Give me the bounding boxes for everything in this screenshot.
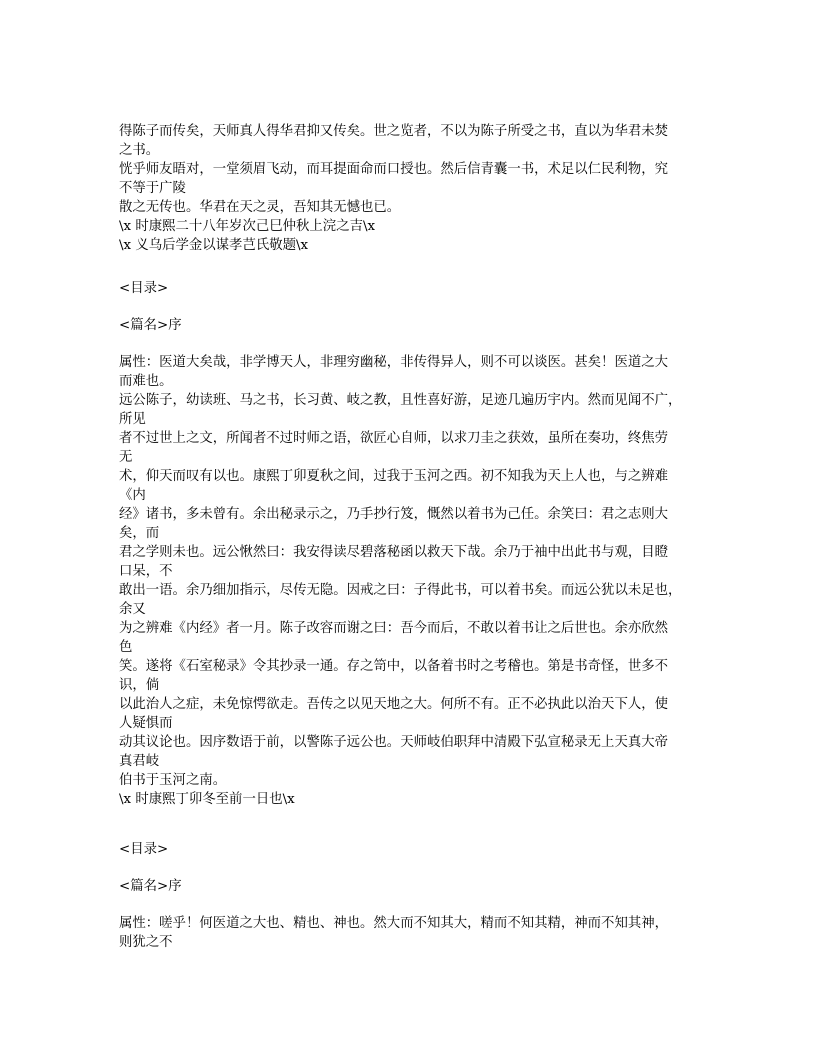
- text-line: 属性：医道大矣哉，非学博天人，非理穷幽秘，非传得异人，则不可以谈医。甚矣！医道之大: [119, 355, 669, 370]
- text-line: 笑。遂将《石室秘录》令其抄录一通。存之笥中，以备着书时之考稽也。第是书奇怪，世多不: [119, 659, 669, 674]
- text-line: 敢出一语。余乃细加指示，尽传无隐。因戒之曰：子得此书，可以着书矣。而远公犹以未足也，: [119, 583, 682, 598]
- text-line: 以此治人之症，未免惊愕欲走。吾传之以见天地之大。何所不有。正不必执此以治天下人，使: [119, 697, 669, 712]
- text-line: 散之无传也。华君在天之灵，吾知其无憾也已。: [119, 200, 401, 215]
- toc-marker: <目录>: [119, 842, 169, 857]
- text-line: 人疑惧而: [119, 716, 173, 731]
- text-line: 远公陈子，幼读班、马之书，长习黄、岐之教，且性喜好游，足迹几遍历宇内。然而见闻不广，: [119, 393, 682, 408]
- text-line: 为之辨难《内经》者一月。陈子改容而谢之曰：吾今而后，不敢以着书让之后世也。余亦欣然: [119, 621, 669, 636]
- text-line: 色: [119, 640, 133, 655]
- text-line: 真君岐: [119, 754, 160, 769]
- text-line: 而难也。: [119, 374, 173, 389]
- preface-body-block: [119, 353, 699, 809]
- text-line: 属性：嗟乎！何医道之大也、精也、神也。然大而不知其大，精而不知其精，神而不知其神，: [119, 916, 669, 931]
- text-line: 经》诸书，多未曾有。余出秘录示之，乃手抄行笈，慨然以着书为己任。余笑曰：君之志则大: [119, 507, 669, 522]
- text-line: 君之学则未也。远公愀然曰：我安得读尽碧落秘函以救天下哉。余乃于袖中出此书与观，目瞪: [119, 545, 669, 560]
- text-line: 恍乎师友晤对，一堂须眉飞动，而耳提面命而口授也。然后信青囊一书，术足以仁民利物，究: [119, 162, 669, 177]
- section-title: <篇名>序: [119, 879, 182, 894]
- preface-body-block: [119, 914, 699, 952]
- section-title: <篇名>序: [119, 318, 182, 333]
- text-line: 矣，而: [119, 526, 160, 541]
- date-line: \x 时康熙二十八年岁次己巳仲秋上浣之吉\x: [119, 219, 376, 234]
- text-line: 之书。: [119, 143, 160, 158]
- text-line: 得陈子而传矣，天师真人得华君抑又传矣。世之览者，不以为陈子所受之书，直以为华君未焚: [119, 124, 669, 139]
- date-line: \x 时康熙丁卯冬至前一日也\x: [119, 792, 295, 807]
- text-line: 识，倘: [119, 678, 160, 693]
- text-line: 则犹之不: [119, 935, 173, 950]
- preface-end-block: [119, 122, 699, 255]
- text-line: 术，仰天而叹有以也。康熙丁卯夏秋之间，过我于玉河之西。初不知我为天上人也，与之辨难: [119, 469, 669, 484]
- text-line: 《内: [119, 488, 146, 503]
- text-line: 动其议论也。因序数语于前，以警陈子远公也。天师岐伯职拜中清殿下弘宣秘录无上天真大帝: [119, 735, 669, 750]
- text-line: 不等于广陵: [119, 181, 186, 196]
- signature-line: \x 义乌后学金以谋孝芑氏敬题\x: [119, 238, 309, 253]
- text-line: 余又: [119, 602, 146, 617]
- text-line: 者不过世上之文，所闻者不过时师之语，欲匠心自师，以求刀圭之获效，虽所在奏功，终焦劳: [119, 431, 669, 446]
- toc-marker: <目录>: [119, 281, 169, 296]
- text-line: 口呆，不: [119, 564, 173, 579]
- text-line: 伯书于玉河之南。: [119, 773, 227, 788]
- text-line: 无: [119, 450, 133, 465]
- text-line: 所见: [119, 412, 146, 427]
